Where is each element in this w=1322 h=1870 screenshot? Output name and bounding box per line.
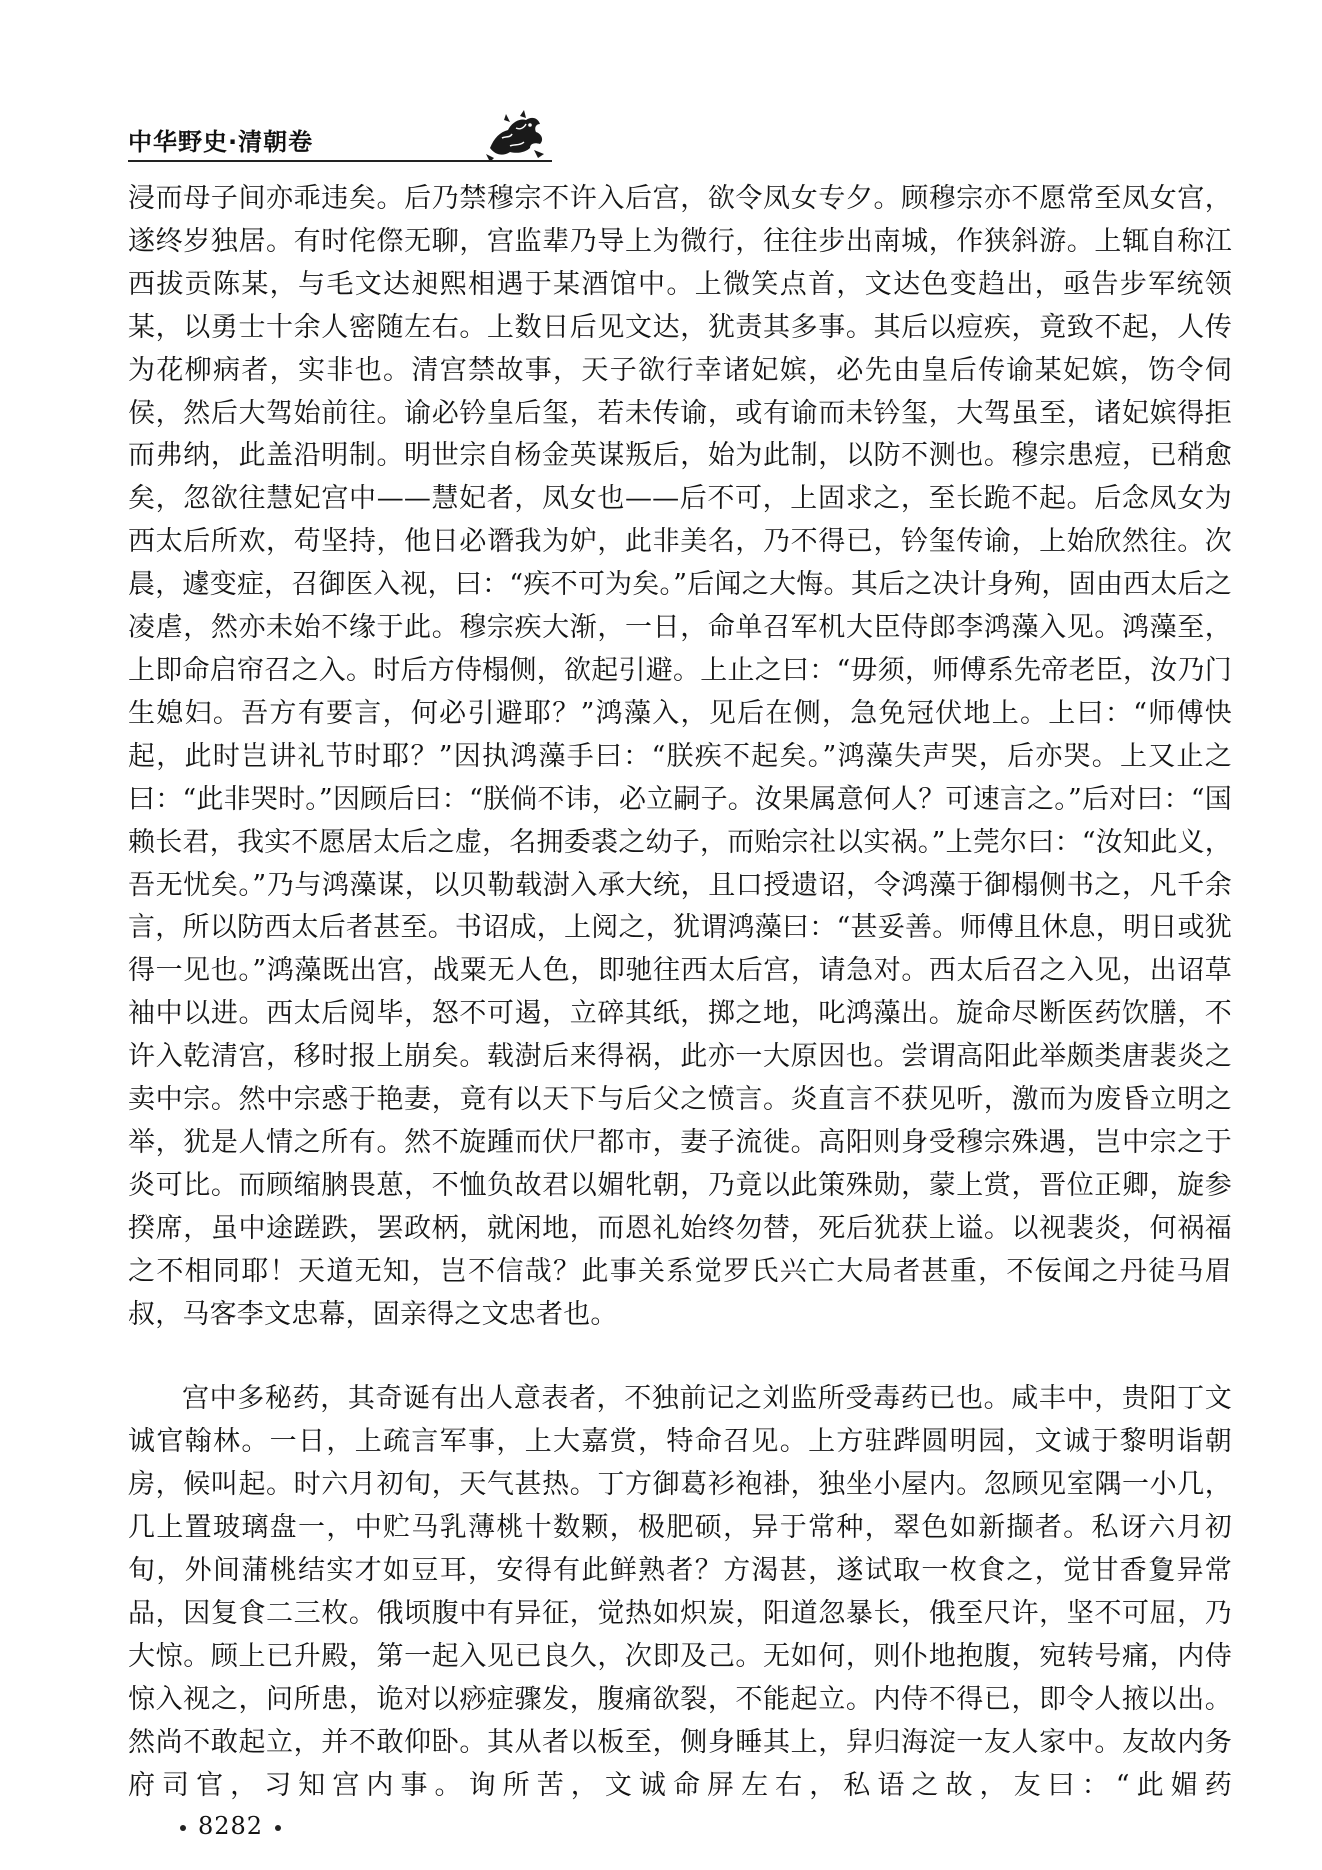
dragon-emblem-icon bbox=[480, 108, 550, 166]
running-header bbox=[128, 118, 1248, 166]
book-title: 中华野史·清朝卷 bbox=[128, 128, 314, 156]
page-number-text: 8282 bbox=[198, 1812, 264, 1840]
paragraph-2: 宫中多秘药，其奇诞有出人意表者，不独前记之刘监所受毒药已也。咸丰中，贵阳丁文诚官翰林。一日，上疏言军事，上大嘉赏，特命召见。上方驻跸圆明园，文诚于黎明诣朝房，候叫起。时六月初旬，天气甚热。丁方御葛衫袍褂，独坐小屋内。忽顾见室隅一小几，几上置玻璃盘一，中贮马乳薄桃十数颗，极肥硕，异于常种，翠色如新撷者。私讶六月初旬，外间蒲桃结实才如豆耳，安得有此鲜熟者？方渴甚，遂试取一枚食之，觉甘香夐异常品，因复食二三枚。俄顷腹中有异征，觉热如炽炭，阳道忽暴长，俄至尺许，坚不可屈，乃大惊。顾上已升殿，第一起入见已良久，次即及己。无如何，则仆地抱腹，宛转号痛，内侍惊入视之，问所患，诡对以痧症骤发，腹痛欲裂，不能起立。内侍不得已，即令人掖以出。然尚不敢起立，并不敢仰卧。其从者以板至，侧身睡其上，舁归海淀一友人家中。友故内务府司官，习知宫内事。询所苦，文诚命屏左右，私语之故，友曰：“此媚药 bbox=[128, 1383, 1232, 1801]
body-text bbox=[128, 178, 1232, 1808]
folio-dot-right bbox=[275, 1825, 281, 1831]
paragraph-1: 浸而母子间亦乖违矣。后乃禁穆宗不许入后宫，欲令凤女专夕。顾穆宗亦不愿常至凤女宫，遂终岁独居。有时侘傺无聊，宫监辈乃导上为微行，往往步出南城，作狭斜游。上辄自称江西拔贡陈某，与毛文达昶熙相遇于某酒馆中。上微笑点首，文达色变趋出，亟告步军统领某，以勇士十余人密随左右。上数日后见文达，犹责其多事。其后以痘疾，竟致不起，人传为花柳病者，实非也。清宫禁故事，天子欲行幸诸妃嫔，必先由皇后传谕某妃嫔，饬令伺侯，然后大驾始前往。谕必钤皇后玺，若未传谕，或有谕而未钤玺，大驾虽至，诸妃嫔得拒而弗纳，此盖沿明制。明世宗自杨金英谋叛后，始为此制，以防不测也。穆宗患痘，已稍愈矣，忽欲往慧妃宫中——慧妃者，凤女也——后不可，上固求之，至长跪不起。后念凤女为西太后所欢，苟坚持，他日必谮我为妒，此非美名，乃不得已，钤玺传谕，上始欣然往。次晨，遽变症，召御医入视，曰：“疾不可为矣。”后闻之大悔。其后之决计身殉，固由西太后之凌虐，然亦未始不缘于此。穆宗疾大渐，一日，命单召军机大臣侍郎李鸿藻入见。鸿藻至，上即命启帘召之入。时后方侍榻侧，欲起引避。上止之曰：“毋须，师傅系先帝老臣，汝乃门生媳妇。吾方有要言，何必引避耶？”鸿藻入，见后在侧，急免冠伏地上。上曰：“师傅快起，此时岂讲礼节时耶？”因执鸿藻手曰：“朕疾不起矣。”鸿藻失声哭，后亦哭。上又止之曰：“此非哭时。”因顾后曰：“朕倘不讳，必立嗣子。汝果属意何人？可速言之。”后对曰：“国赖长君，我实不愿居太后之虚，名拥委裘之幼子，而贻宗社以实祸。”上莞尔曰：“汝知此义，吾无忧矣。”乃与鸿藻谋，以贝勒载澍入承大统，且口授遗诏，令鸿藻于御榻侧书之，凡千余言，所以防西太后者甚至。书诏成，上阅之，犹谓鸿藻曰：“甚妥善。师傅且休息，明日或犹得一见也。”鸿藻既出宫，战粟无人色，即驰往西太后宫，请急对。西太后召之入见，出诏草袖中以进。西太后阅毕，怒不可遏，立碎其纸，掷之地，叱鸿藻出。旋命尽断医药饮膳，不许入乾清宫，移时报上崩矣。载澍后来得祸，此亦一大原因也。尝谓高阳此举颇类唐裴炎之卖中宗。然中宗惑于艳妻，竟有以天下与后父之愤言。炎直言不获见听，激而为废昏立明之举，犹是人情之所有。然不旋踵而伏尸都市，妻子流徙。高阳则身受穆宗殊遇，岂中宗之于炎可比。而顾缩朒畏葸，不恤负故君以媚牝朝，乃竟以此策殊勋，蒙上赏，晋位正卿，旋参揆席，虽中途蹉跌，罢政柄，就闲地，而恩礼始终勿替，死后犹获上谥。以视裴炎，何祸福之不相同耶！天道无知，岂不信哉？此事关系觉罗氏兴亡大局者甚重，不佞闻之丹徒马眉叔，马客李文忠幕，固亲得之文忠者也。 bbox=[128, 183, 1232, 1330]
page-number bbox=[168, 1812, 293, 1840]
paragraph-gap bbox=[128, 1336, 1232, 1378]
folio-dot-left bbox=[180, 1825, 186, 1831]
header-rule bbox=[128, 160, 552, 162]
